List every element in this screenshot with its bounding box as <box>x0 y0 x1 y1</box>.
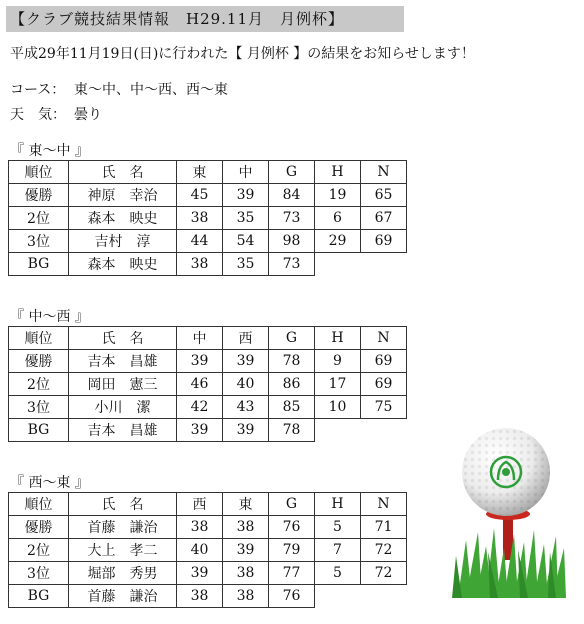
weather-value: 曇り <box>74 107 102 123</box>
header-cell: 順位 <box>9 493 69 516</box>
score-cell: 39 <box>177 419 223 442</box>
handicap-cell: 6 <box>315 207 361 230</box>
results-table-1 <box>8 160 407 276</box>
gross-cell: 78 <box>269 350 315 373</box>
handicap-cell: 19 <box>315 184 361 207</box>
net-cell: 71 <box>361 516 407 539</box>
header-cell: 中 <box>223 161 269 184</box>
player-name-cell: 大上 孝二 <box>69 539 177 562</box>
golf-ball-illustration <box>448 428 572 598</box>
player-name-cell: 吉本 昌雄 <box>69 419 177 442</box>
rank-cell: 2位 <box>9 373 69 396</box>
score-cell: 38 <box>223 516 269 539</box>
player-name-cell: 吉本 昌雄 <box>69 350 177 373</box>
table-row <box>9 184 407 207</box>
score-cell: 39 <box>223 539 269 562</box>
net-cell: 69 <box>361 350 407 373</box>
gross-cell: 76 <box>269 516 315 539</box>
net-cell: 69 <box>361 373 407 396</box>
rank-cell: BG <box>9 419 69 442</box>
score-cell: 39 <box>177 350 223 373</box>
header-cell: 順位 <box>9 161 69 184</box>
rank-cell: 優勝 <box>9 350 69 373</box>
weather-info <box>10 104 102 124</box>
score-cell: 35 <box>223 253 269 276</box>
player-name-cell: 森本 映史 <box>69 253 177 276</box>
empty-cell <box>361 253 407 276</box>
player-name-cell: 首藤 謙治 <box>69 516 177 539</box>
section-title-3: 『 西～東 』 <box>10 475 89 491</box>
table-header-row <box>9 493 407 516</box>
header-cell: N <box>361 327 407 350</box>
table-row <box>9 539 407 562</box>
empty-cell <box>315 419 361 442</box>
net-cell: 72 <box>361 539 407 562</box>
gross-cell: 73 <box>269 253 315 276</box>
player-name-cell: 吉村 淳 <box>69 230 177 253</box>
empty-cell <box>315 585 361 608</box>
header-cell: 西 <box>177 493 223 516</box>
score-cell: 38 <box>223 562 269 585</box>
rank-cell: 3位 <box>9 230 69 253</box>
header-cell: H <box>315 161 361 184</box>
score-cell: 39 <box>223 350 269 373</box>
empty-cell <box>361 419 407 442</box>
score-cell: 39 <box>223 184 269 207</box>
score-cell: 43 <box>223 396 269 419</box>
score-cell: 39 <box>223 419 269 442</box>
score-cell: 39 <box>177 562 223 585</box>
score-cell: 38 <box>223 585 269 608</box>
rank-cell: 優勝 <box>9 184 69 207</box>
score-cell: 40 <box>177 539 223 562</box>
gross-cell: 73 <box>269 207 315 230</box>
section-title-1: 『 東～中 』 <box>10 143 89 159</box>
gross-cell: 84 <box>269 184 315 207</box>
handicap-cell: 9 <box>315 350 361 373</box>
golf-ball-icon <box>462 428 550 516</box>
score-cell: 38 <box>177 585 223 608</box>
score-cell: 46 <box>177 373 223 396</box>
header-cell: H <box>315 493 361 516</box>
results-table-2 <box>8 326 407 442</box>
net-cell: 72 <box>361 562 407 585</box>
header-cell: 順位 <box>9 327 69 350</box>
header-cell: 西 <box>223 327 269 350</box>
table-header-row <box>9 327 407 350</box>
net-cell: 69 <box>361 230 407 253</box>
header-cell: 氏 名 <box>69 161 177 184</box>
score-cell: 38 <box>177 516 223 539</box>
score-cell: 40 <box>223 373 269 396</box>
rank-cell: 3位 <box>9 562 69 585</box>
table-row <box>9 396 407 419</box>
header-cell: N <box>361 493 407 516</box>
score-cell: 54 <box>223 230 269 253</box>
score-cell: 35 <box>223 207 269 230</box>
table-row <box>9 516 407 539</box>
header-cell: N <box>361 161 407 184</box>
handicap-cell: 29 <box>315 230 361 253</box>
table-row <box>9 373 407 396</box>
empty-cell <box>315 253 361 276</box>
header-cell: 東 <box>177 161 223 184</box>
empty-cell <box>361 585 407 608</box>
score-cell: 44 <box>177 230 223 253</box>
table-row <box>9 419 407 442</box>
score-cell: 45 <box>177 184 223 207</box>
header-cell: 中 <box>177 327 223 350</box>
table-row <box>9 230 407 253</box>
rank-cell: BG <box>9 585 69 608</box>
player-name-cell: 堀部 秀男 <box>69 562 177 585</box>
course-value: 東～中、中～西、西～東 <box>74 82 228 98</box>
page-title: 【クラブ競技結果情報 H29.11月 月例杯】 <box>6 6 404 32</box>
table-row <box>9 562 407 585</box>
gross-cell: 76 <box>269 585 315 608</box>
gross-cell: 98 <box>269 230 315 253</box>
course-info <box>10 79 228 99</box>
header-cell: G <box>269 161 315 184</box>
results-table-3 <box>8 492 407 608</box>
net-cell: 67 <box>361 207 407 230</box>
handicap-cell: 10 <box>315 396 361 419</box>
header-cell: H <box>315 327 361 350</box>
table-row <box>9 207 407 230</box>
net-cell: 65 <box>361 184 407 207</box>
gross-cell: 85 <box>269 396 315 419</box>
handicap-cell: 5 <box>315 516 361 539</box>
player-name-cell: 岡田 憲三 <box>69 373 177 396</box>
player-name-cell: 森本 映史 <box>69 207 177 230</box>
player-name-cell: 神原 幸治 <box>69 184 177 207</box>
table-header-row <box>9 161 407 184</box>
gross-cell: 78 <box>269 419 315 442</box>
gross-cell: 79 <box>269 539 315 562</box>
handicap-cell: 7 <box>315 539 361 562</box>
course-label: コース： <box>10 82 66 98</box>
section-title-2: 『 中～西 』 <box>10 309 89 325</box>
rank-cell: 2位 <box>9 539 69 562</box>
header-cell: 氏 名 <box>69 493 177 516</box>
header-cell: G <box>269 327 315 350</box>
gross-cell: 86 <box>269 373 315 396</box>
header-cell: G <box>269 493 315 516</box>
table-row <box>9 585 407 608</box>
gross-cell: 77 <box>269 562 315 585</box>
header-cell: 東 <box>223 493 269 516</box>
rank-cell: 優勝 <box>9 516 69 539</box>
rank-cell: BG <box>9 253 69 276</box>
header-cell: 氏 名 <box>69 327 177 350</box>
score-cell: 42 <box>177 396 223 419</box>
handicap-cell: 17 <box>315 373 361 396</box>
net-cell: 75 <box>361 396 407 419</box>
rank-cell: 3位 <box>9 396 69 419</box>
player-name-cell: 首藤 謙治 <box>69 585 177 608</box>
weather-label: 天 気： <box>10 107 66 123</box>
intro-text: 平成29年11月19日(日)に行われた【 月例杯 】の結果をお知らせします！ <box>10 46 475 62</box>
table-row <box>9 350 407 373</box>
rank-cell: 2位 <box>9 207 69 230</box>
handicap-cell: 5 <box>315 562 361 585</box>
table-row <box>9 253 407 276</box>
score-cell: 38 <box>177 253 223 276</box>
player-name-cell: 小川 潔 <box>69 396 177 419</box>
score-cell: 38 <box>177 207 223 230</box>
